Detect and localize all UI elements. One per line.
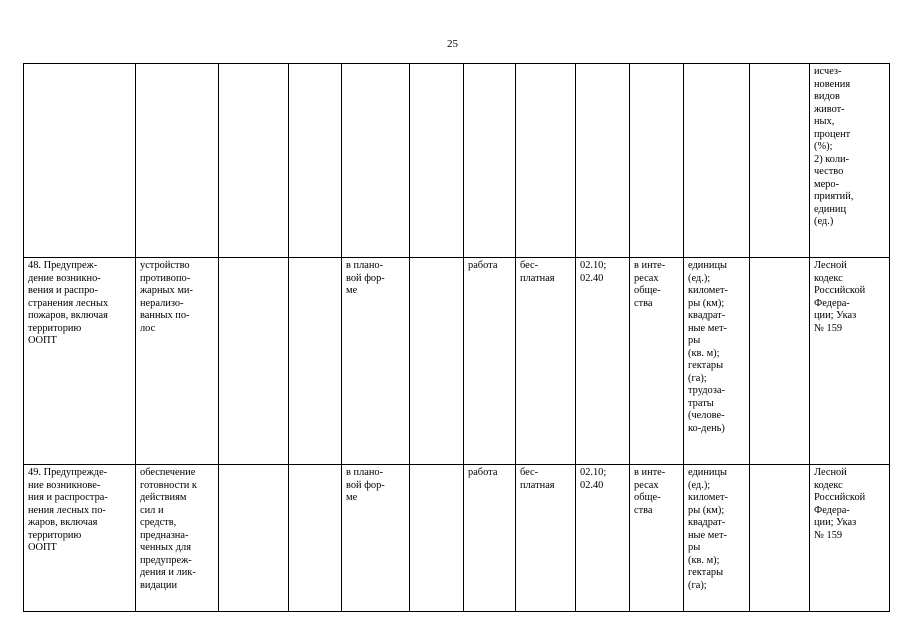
table-cell [289, 64, 342, 258]
table-cell: бес- платная [516, 258, 576, 465]
table-row [24, 465, 890, 612]
table-cell [410, 465, 464, 612]
table-cell: 02.10; 02.40 [576, 465, 630, 612]
table-cell: работа [464, 258, 516, 465]
table-cell [516, 64, 576, 258]
table-row [24, 258, 890, 465]
table-cell [289, 465, 342, 612]
table-cell [576, 64, 630, 258]
table-cell: в инте- ресах обще- ства [630, 258, 684, 465]
page-number: 25 [447, 38, 458, 50]
table-cell: единицы (ед.); километ- ры (км); квадрат- ные мет- ры (кв. м); гектары (га); трудоза- траты (челове- ко-день) [684, 258, 750, 465]
table-cell [410, 64, 464, 258]
table-cell [219, 64, 289, 258]
table-cell [24, 64, 136, 258]
table-cell [684, 64, 750, 258]
table-cell [750, 465, 810, 612]
table-cell [464, 64, 516, 258]
table-cell [342, 64, 410, 258]
table-cell: 49. Предупрежде- ние возникнове- ния и распростра- нения лесных по- жаров, включая территорию ООПТ [24, 465, 136, 612]
table-cell [750, 64, 810, 258]
table-cell: обеспечение готовности к действиям сил и средств, предназна- ченных для предупреж- дения и лик- видации [136, 465, 219, 612]
table-cell: 02.10; 02.40 [576, 258, 630, 465]
table-cell: Лесной кодекс Российской Федера- ции; Указ № 159 [810, 465, 890, 612]
table-cell: Лесной кодекс Российской Федера- ции; Указ № 159 [810, 258, 890, 465]
table-cell [410, 258, 464, 465]
table-row [24, 64, 890, 258]
table-cell: единицы (ед.); километ- ры (км); квадрат- ные мет- ры (кв. м); гектары (га); [684, 465, 750, 612]
table-cell: в инте- ресах обще- ства [630, 465, 684, 612]
table-cell [750, 258, 810, 465]
document-table [23, 63, 890, 612]
table-cell: в плано- вой фор- ме [342, 258, 410, 465]
table-cell: устройство противопо- жарных ми- нерализо- ванных по- лос [136, 258, 219, 465]
table-cell [289, 258, 342, 465]
table-cell [630, 64, 684, 258]
table-cell: бес- платная [516, 465, 576, 612]
table-cell: исчез- новения видов живот- ных, процент (%); 2) коли- чество меро- приятий, единиц (ед.) [810, 64, 890, 258]
table-cell: в плано- вой фор- ме [342, 465, 410, 612]
table-cell [136, 64, 219, 258]
table-cell [219, 465, 289, 612]
table-cell [219, 258, 289, 465]
table-cell: работа [464, 465, 516, 612]
table-cell: 48. Предупреж- дение возникно- вения и распро- странения лесных пожаров, включая территорию ООПТ [24, 258, 136, 465]
